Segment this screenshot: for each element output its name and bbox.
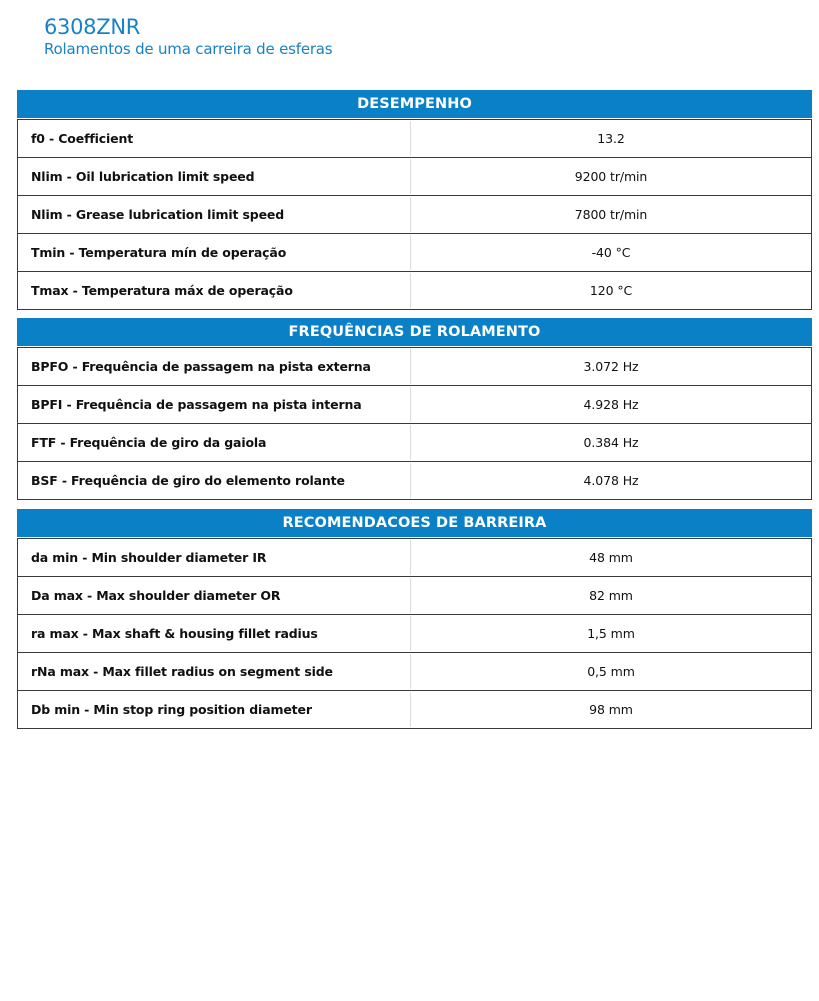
row-label: BSF - Frequência de giro do elemento rolante [31, 473, 345, 488]
row-value: 0.384 Hz [583, 435, 639, 450]
row-label: rNa max - Max fillet radius on segment side [31, 664, 333, 679]
row-value: 0,5 mm [587, 664, 635, 679]
row-value: 1,5 mm [587, 626, 635, 641]
row-label: da min - Min shoulder diameter IR [31, 550, 267, 565]
row-value: 9200 tr/min [574, 169, 648, 184]
product-subtitle: Rolamentos de uma carreira de esferas [44, 40, 333, 58]
table-row [18, 119, 811, 157]
table-row [18, 385, 811, 423]
row-value: -40 °C [591, 245, 631, 260]
table-row [18, 271, 811, 309]
row-label: BPFI - Frequência de passagem na pista interna [31, 397, 362, 412]
table-row [18, 538, 811, 576]
row-value: 120 °C [589, 283, 633, 298]
row-label: Tmin - Temperatura mín de operação [31, 245, 287, 260]
table-row [18, 614, 811, 652]
spec-table [17, 119, 812, 310]
row-label: BPFO - Frequência de passagem na pista externa [31, 359, 371, 374]
row-value: 3.072 Hz [583, 359, 639, 374]
table-row [18, 233, 811, 271]
row-value: 13.2 [597, 131, 625, 146]
section-title: DESEMPENHO [17, 90, 812, 119]
table-row [18, 576, 811, 614]
section-title: RECOMENDACOES DE BARREIRA [17, 509, 812, 538]
section-performance [17, 90, 812, 310]
row-value: 48 mm [589, 550, 633, 565]
table-row [18, 347, 811, 385]
row-label: Tmax - Temperatura máx de operação [31, 283, 293, 298]
row-value: 98 mm [589, 702, 633, 717]
page-header [44, 14, 332, 58]
table-row [18, 690, 811, 728]
table-row [18, 423, 811, 461]
table-row [18, 157, 811, 195]
row-label: Nlim - Grease lubrication limit speed [31, 207, 285, 222]
product-title: 6308ZNR [44, 15, 141, 39]
table-row [18, 461, 811, 499]
row-value: 7800 tr/min [574, 207, 648, 222]
row-label: Nlim - Oil lubrication limit speed [31, 169, 255, 184]
spec-table [17, 538, 812, 729]
table-row [18, 652, 811, 690]
table-row [18, 195, 811, 233]
row-label: f0 - Coefficient [31, 131, 134, 146]
spec-table [17, 347, 812, 500]
row-label: FTF - Frequência de giro da gaiola [31, 435, 267, 450]
row-label: ra max - Max shaft & housing fillet radius [31, 626, 318, 641]
row-value: 4.928 Hz [583, 397, 639, 412]
section-shoulder-recommendations [17, 509, 812, 729]
section-bearing-frequencies [17, 318, 812, 500]
row-label: Db min - Min stop ring position diameter [31, 702, 312, 717]
section-title: FREQUÊNCIAS DE ROLAMENTO [17, 318, 812, 347]
row-label: Da max - Max shoulder diameter OR [31, 588, 281, 603]
row-value: 4.078 Hz [583, 473, 639, 488]
row-value: 82 mm [589, 588, 633, 603]
